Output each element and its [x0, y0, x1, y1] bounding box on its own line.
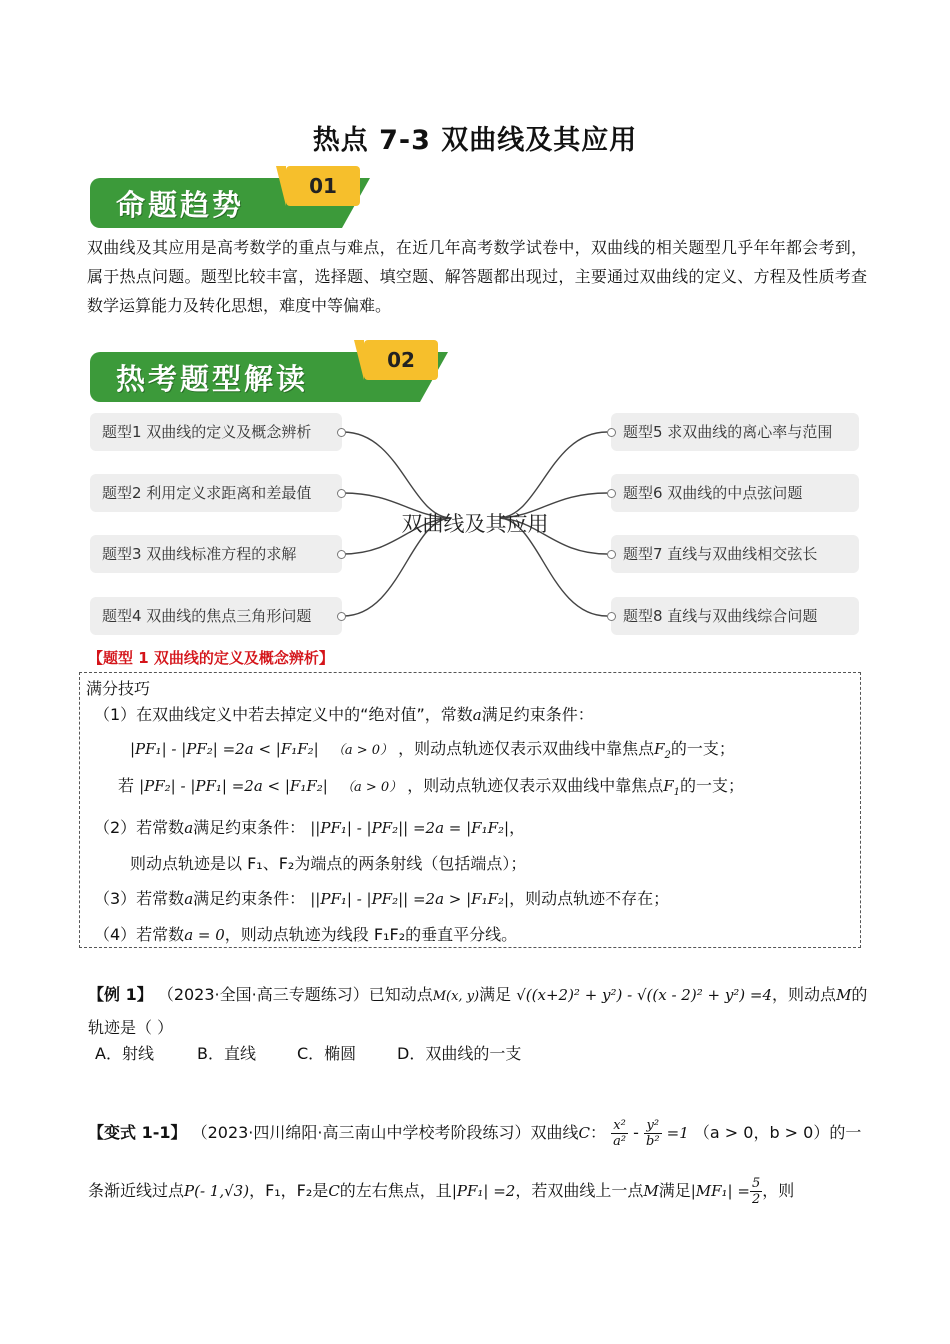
variant-1-1: 【变式 1-1】 （2023·四川绵阳·高三南山中学校考阶段练习）双曲线C： $\frac{\text{x²}}{\text{a²}}$ - $\frac{\text{y²}}{\text{b²}}$ =1 （a > 0，b > 0）的一 — [88, 1118, 862, 1149]
mindmap-right-6-label: 题型6 双曲线的中点弦问题 — [623, 484, 803, 502]
tip-3: （3）若常数a满足约束条件： ||PF₁| - |PF₂|| =2a > |F₁F₂|，则动点轨迹不存在； — [94, 889, 670, 908]
banner-hot-types-number: 02 — [364, 340, 438, 380]
tip-1-formula-b: 若 |PF₂| - |PF₁| =2a < |F₁F₂| （a > 0） ，则动点轨迹仅表示双曲线中靠焦点$F_1$的一支； — [118, 776, 745, 798]
mindmap-right-8 — [611, 597, 859, 635]
mindmap-left-4 — [90, 597, 342, 635]
tip-4: （4）若常数a = 0，则动点轨迹为线段 F₁F₂的垂直平分线。 — [94, 925, 518, 944]
tip-2: （2）若常数a满足约束条件： ||PF₁| - |PF₂|| =2a = |F₁F₂|， — [94, 818, 526, 837]
mindmap-right-5-label: 题型5 求双曲线的离心率与范围 — [623, 423, 833, 441]
option-b: B．直线 — [197, 1044, 256, 1063]
tip-1: （1）在双曲线定义中若去掉定义中的“绝对值”，常数a满足约束条件： — [94, 705, 594, 724]
tips-title: 满分技巧 — [86, 679, 151, 698]
banner-hot-types-label: 热考题型解读 — [116, 362, 309, 396]
mindmap-right-8-label: 题型8 直线与双曲线综合问题 — [623, 607, 818, 625]
banner-trend — [90, 174, 380, 228]
mindmap-right-7 — [611, 535, 859, 573]
mindmap-left-3 — [90, 535, 342, 573]
mindmap-right-5 — [611, 413, 859, 451]
banner-trend-number: 01 — [286, 166, 360, 206]
tip-2-result: 则动点轨迹是以 F₁、F₂为端点的两条射线（包括端点）； — [130, 854, 527, 873]
mindmap-left-1-label: 题型1 双曲线的定义及概念辨析 — [102, 423, 312, 441]
page-title: 热点 7-3 双曲线及其应用 — [312, 125, 638, 156]
variant-1-1-line2: 条渐近线过点P(- 1,√3)，F₁，F₂是C的左右焦点，且|PF₁| =2，若双曲线上一点M满足|MF₁| = $\frac{5}{2}$ ，则 — [88, 1176, 795, 1207]
mindmap-left-3-label: 题型3 双曲线标准方程的求解 — [102, 545, 297, 563]
mindmap-left-1 — [90, 413, 342, 451]
option-d: D．双曲线的一支 — [397, 1044, 522, 1063]
section-heading-type1: 【题型 1 双曲线的定义及概念辨析】 — [88, 649, 334, 667]
example-1-line2: 轨迹是（ ） — [88, 1018, 174, 1037]
mindmap-center: 双曲线及其应用 — [401, 512, 549, 536]
banner-trend-label: 命题趋势 — [116, 188, 245, 222]
example-1: 【例 1】 （2023·全国·高三专题练习）已知动点M(x, y)满足 √((x+2)² + y²) - √((x - 2)² + y²) =4，则动点M的 — [88, 985, 868, 1004]
mindmap-left-4-label: 题型4 双曲线的焦点三角形问题 — [102, 607, 312, 625]
tip-1-formula: |PF₁| - |PF₂| =2a < |F₁F₂| （a > 0） ，则动点轨迹仅表示双曲线中靠焦点$F_2$的一支； — [130, 739, 735, 761]
mindmap-left-2-label: 题型2 利用定义求距离和差最值 — [102, 484, 312, 502]
option-a: A．射线 — [95, 1044, 154, 1063]
mindmap-right-6 — [611, 474, 859, 512]
mindmap-right-7-label: 题型7 直线与双曲线相交弦长 — [623, 545, 818, 563]
mindmap-left-2 — [90, 474, 342, 512]
option-c: C．椭圆 — [297, 1044, 357, 1063]
intro-paragraph: 双曲线及其应用是高考数学的重点与难点，在近几年高考数学试卷中，双曲线的相关题型几乎年年都会考到，属于热点问题。题型比较丰富，选择题、填空题、解答题都出现过，主要通过双曲线的定义、方程及性质考查数学运算能力及转化思想，难度中等偏难。 — [87, 238, 867, 315]
banner-hot-types — [90, 348, 450, 402]
